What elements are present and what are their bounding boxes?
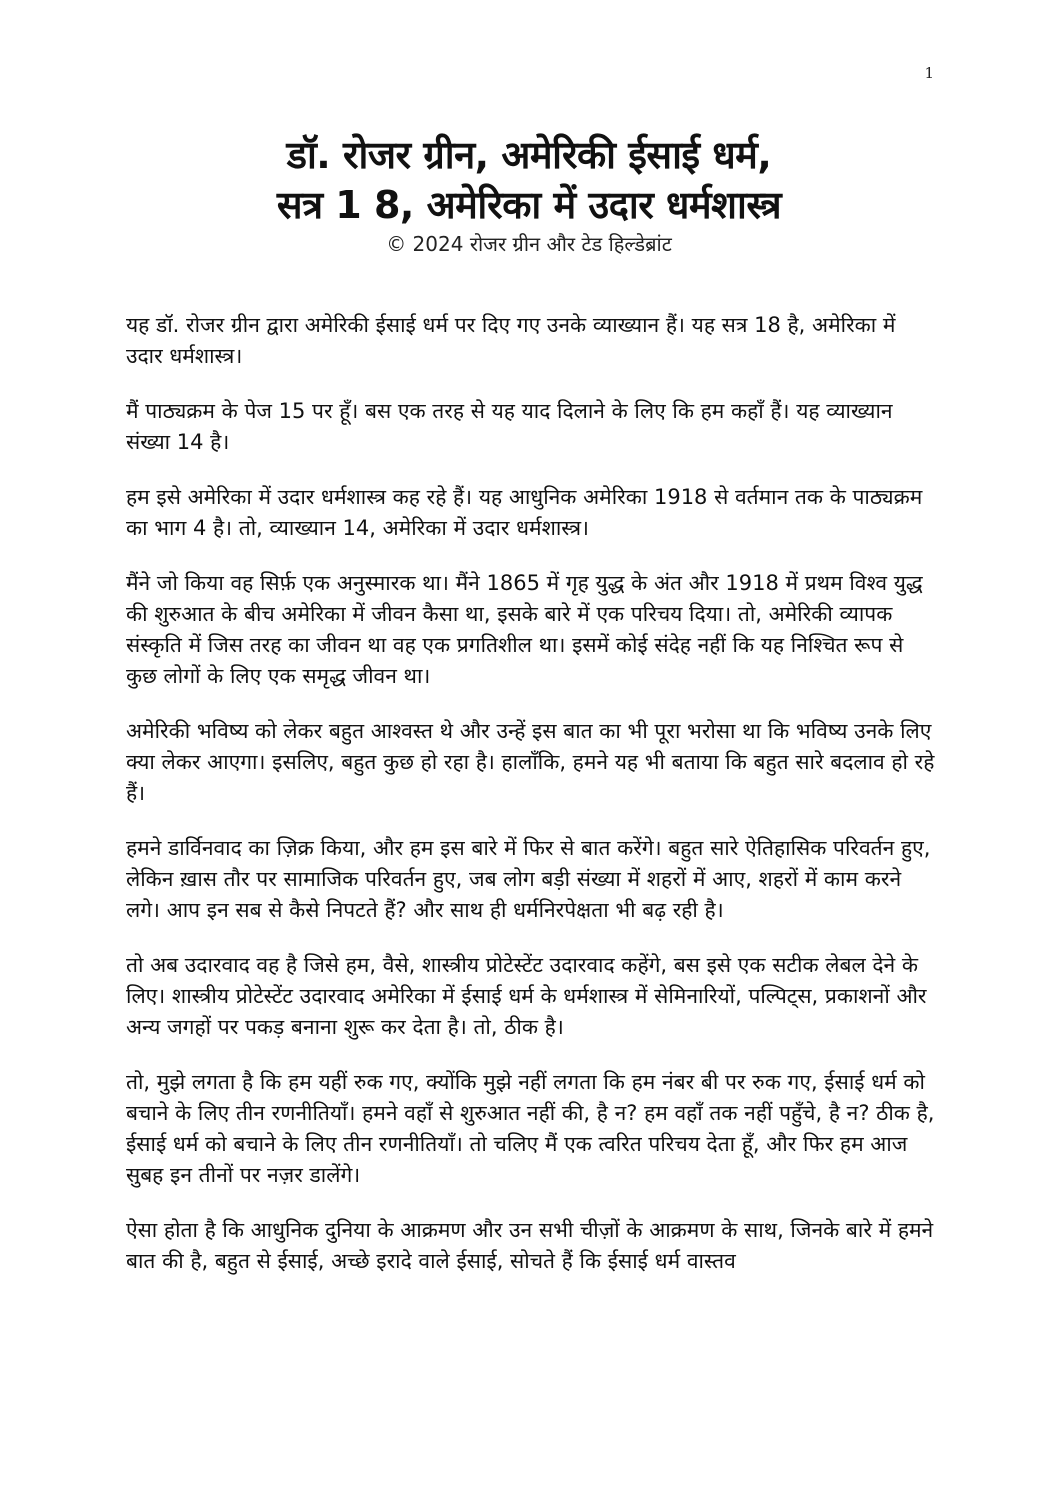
paragraph-7: तो अब उदारवाद वह है जिसे हम, वैसे, शास्त्रीय प्रोटेस्टेंट उदारवाद कहेंगे, बस इसे एक सटीक लेबल देने के लिए। शास्त्रीय प्रोटेस्टेंट उदारवाद अमेरिका में ईसाई धर्म के धर्मशास्त्र में सेमिनारियों, पल्पिट्स, प्रकाशनों और अन्य जगहों पर पकड़ बनाना शुरू कर देता है। तो, ठीक है। <box>126 953 927 1039</box>
document-body <box>126 310 938 1301</box>
document-header <box>0 130 1058 258</box>
paragraph-3: हम इसे अमेरिका में उदार धर्मशास्त्र कह रहे हैं। यह आधुनिक अमेरिका 1918 से वर्तमान तक के पाठ्यक्रम का भाग 4 है। तो, व्याख्यान 14, अमेरिका में उदार धर्मशास्त्र। <box>126 485 923 540</box>
title-line-2: सत्र 1 8, अमेरिका में उदार धर्मशास्त्र <box>276 183 782 227</box>
paragraph-9: ऐसा होता है कि आधुनिक दुनिया के आक्रमण और उन सभी चीज़ों के आक्रमण के साथ, जिनके बारे में हमने बात की है, बहुत से ईसाई, अच्छे इरादे वाले ईसाई, सोचते हैं कि ईसाई धर्म वास्तव <box>126 1218 934 1273</box>
paragraph-2: मैं पाठ्यक्रम के पेज 15 पर हूँ। बस एक तरह से यह याद दिलाने के लिए कि हम कहाँ हैं। यह व्याख्यान संख्या 14 है। <box>126 399 893 454</box>
copyright-line: © 2024 रोजर ग्रीन और टेड हिल्डेब्रांट <box>386 232 672 256</box>
title-line-1: डॉ. रोजर ग्रीन, अमेरिकी ईसाई धर्म, <box>286 133 772 177</box>
paragraph-1: यह डॉ. रोजर ग्रीन द्वारा अमेरिकी ईसाई धर्म पर दिए गए उनके व्याख्यान हैं। यह सत्र 18 है, अमेरिका में उदार धर्मशास्त्र। <box>126 313 896 368</box>
paragraph-8: तो, मुझे लगता है कि हम यहीं रुक गए, क्योंकि मुझे नहीं लगता कि हम नंबर बी पर रुक गए, ईसाई धर्म को बचाने के लिए तीन रणनीतियाँ। हमने वहाँ से शुरुआत नहीं की, है न? हम वहाँ तक नहीं पहुँचे, है न? ठीक है, ईसाई धर्म को बचाने के लिए तीन रणनीतियाँ। तो चलिए मैं एक त्वरित परिचय देता हूँ, और फिर हम आज सुबह इन तीनों पर नज़र डालेंगे। <box>126 1070 935 1187</box>
paragraph-4: मैंने जो किया वह सिर्फ़ एक अनुस्मारक था। मैंने 1865 में गृह युद्ध के अंत और 1918 में प्रथम विश्व युद्ध की शुरुआत के बीच अमेरिका में जीवन कैसा था, इसके बारे में एक परिचय दिया। तो, अमेरिकी व्यापक संस्कृति में जिस तरह का जीवन था वह एक प्रगतिशील था। इसमें कोई संदेह नहीं कि यह निश्चित रूप से कुछ लोगों के लिए एक समृद्ध जीवन था। <box>126 571 923 688</box>
paragraph-6: हमने डार्विनवाद का ज़िक्र किया, और हम इस बारे में फिर से बात करेंगे। बहुत सारे ऐतिहासिक परिवर्तन हुए, लेकिन ख़ास तौर पर सामाजिक परिवर्तन हुए, जब लोग बड़ी संख्या में शहरों में आए, शहरों में काम करने लगे। आप इन सब से कैसे निपटते हैं? और साथ ही धर्मनिरपेक्षता भी बढ़ रही है। <box>126 836 931 922</box>
page-number: 1 <box>924 64 934 82</box>
paragraph-5: अमेरिकी भविष्य को लेकर बहुत आश्वस्त थे और उन्हें इस बात का भी पूरा भरोसा था कि भविष्य उनके लिए क्या लेकर आएगा। इसलिए, बहुत कुछ हो रहा है। हालाँकि, हमने यह भी बताया कि बहुत सारे बदलाव हो रहे हैं। <box>126 719 935 805</box>
